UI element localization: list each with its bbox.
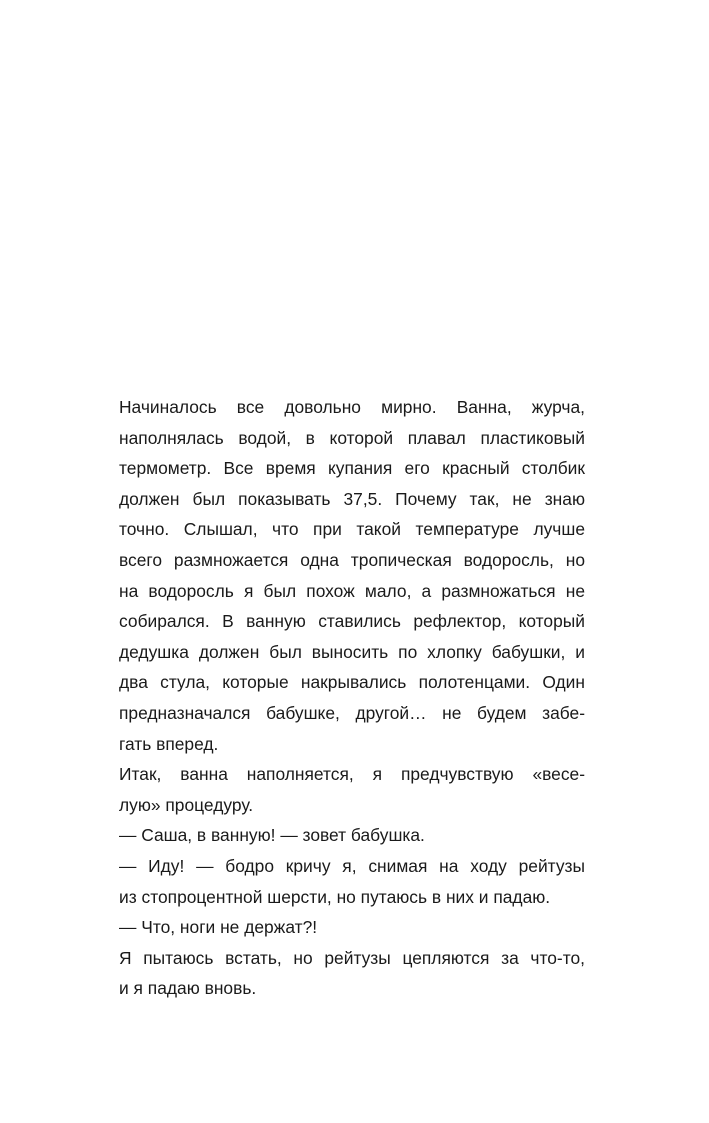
text-line: дедушка должен был выносить по хлопку бабушки, и — [119, 641, 585, 662]
paragraph-3 — [88, 820, 585, 851]
body-text — [88, 392, 585, 1004]
text-line: — Иду! — бодро кричу я, снимая на ходу рейтузы — [119, 855, 585, 876]
text-line: предназначался бабушке, другой… не будем забе- — [119, 702, 585, 723]
text-line: собирался. В ванную ставились рефлектор, который — [119, 611, 585, 632]
text-line: Итак, ванна наполняется, я предчувствую «весе- — [119, 764, 585, 785]
text-line: Я пытаюсь встать, но рейтузы цепляются за что-то, — [119, 947, 585, 968]
text-line: должен был показывать 37,5. Почему так, не знаю — [119, 488, 585, 509]
text-line: и я падаю вновь. — [119, 978, 257, 999]
text-line: наполнялась водой, в которой плавал пластиковый — [119, 427, 585, 448]
paragraph-4 — [88, 851, 585, 912]
paragraph-6 — [88, 943, 585, 1004]
text-line: на водоросль я был похож мало, а размножаться не — [119, 580, 585, 601]
text-line: термометр. Все время купания его красный столбик — [119, 458, 585, 479]
text-line: всего размножается одна тропическая водоросль, но — [119, 549, 585, 570]
text-line: — Саша, в ванную! — зовет бабушка. — [119, 825, 425, 846]
paragraph-2 — [88, 759, 585, 820]
text-line: — Что, ноги не держат?! — [119, 917, 318, 938]
text-line: точно. Слышал, что при такой температуре лучше — [119, 519, 585, 540]
text-line: гать вперед. — [119, 733, 219, 754]
text-line: из стопроцентной шерсти, но путаюсь в них и падаю. — [119, 886, 551, 907]
text-line: два стула, которые накрывались полотенцами. Один — [119, 672, 585, 693]
text-line: лую» процедуру. — [119, 794, 254, 815]
text-line: Начиналось все довольно мирно. Ванна, журча, — [119, 397, 585, 417]
paragraph-5 — [88, 912, 585, 943]
paragraph-1 — [88, 392, 585, 759]
